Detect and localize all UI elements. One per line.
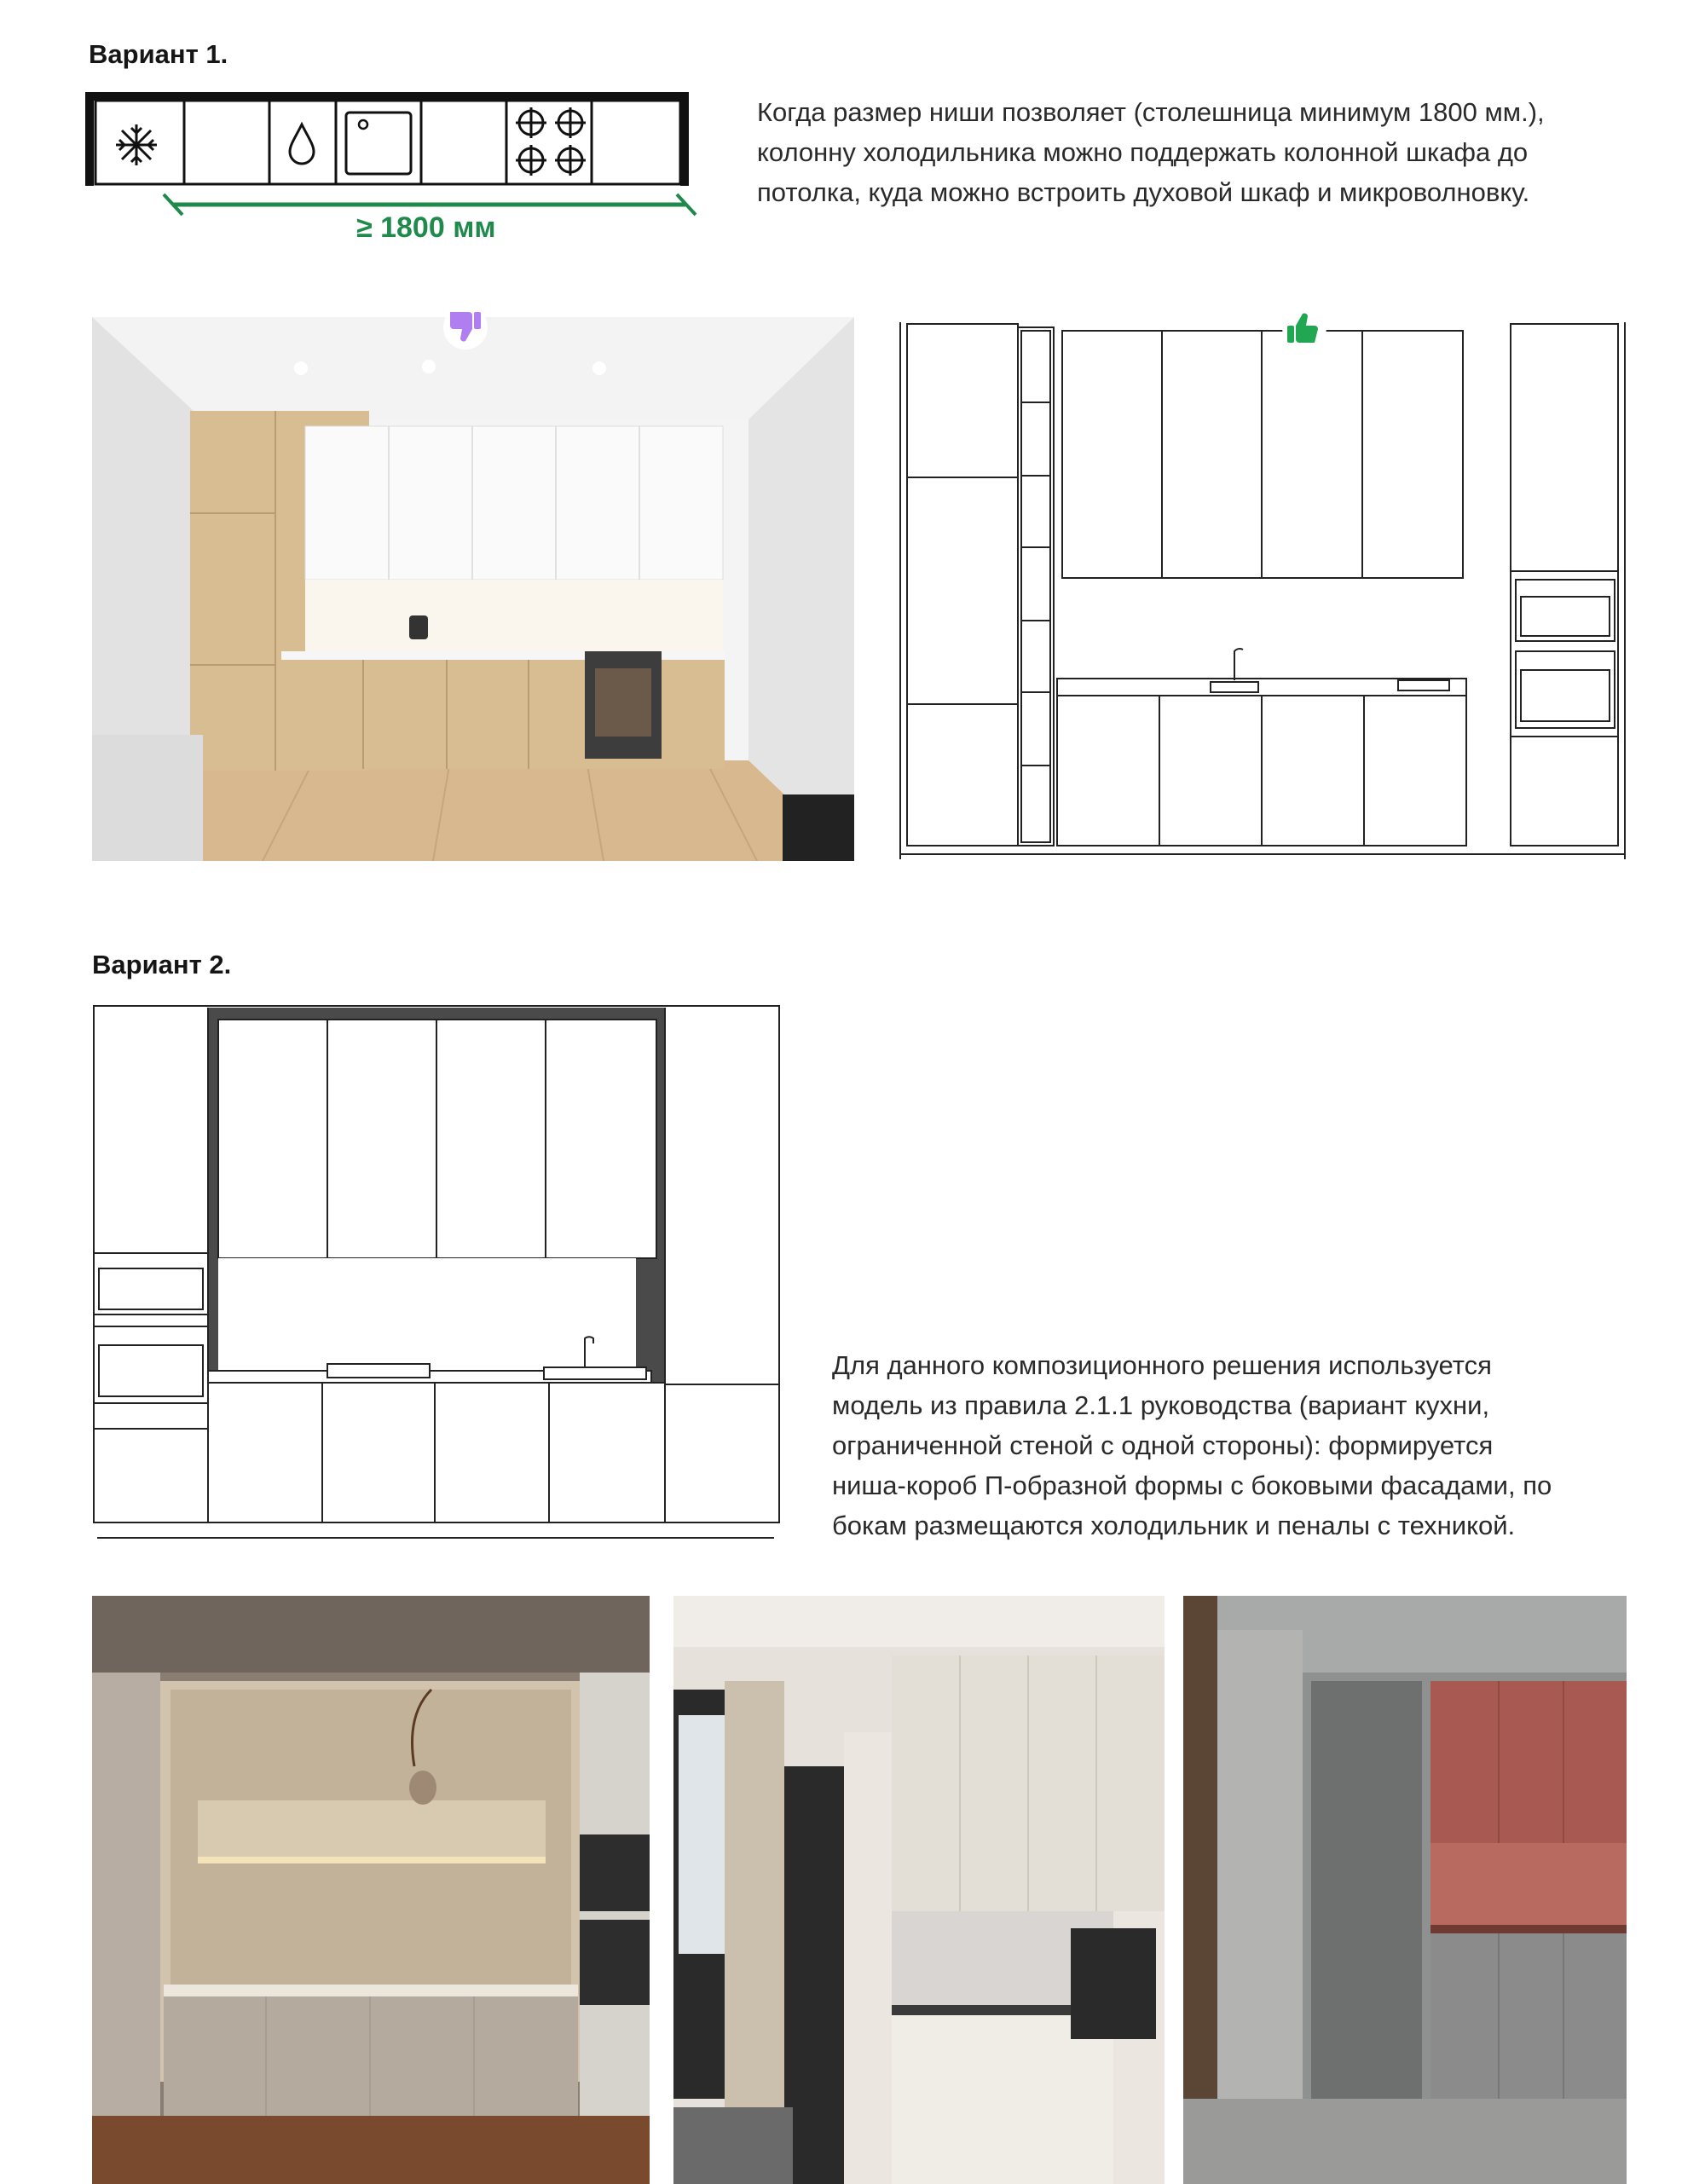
- snowflake-icon: [111, 119, 162, 170]
- kitchen-render-bad: [92, 317, 854, 861]
- hob-icon: [510, 102, 592, 181]
- thumbs-down-icon: [442, 303, 489, 351]
- section1-paragraph: Когда размер ниши позволяет (столешница минимум 1800 мм.), колонну холодильника можно поддержать колонной шкафа до потолка, куда можно встроить духовой шкаф и микроволновку.: [757, 97, 1545, 207]
- dimension-label: ≥ 1800 мм: [356, 211, 496, 244]
- section2-paragraph: Для данного композиционного решения используется модель из правила 2.1.1 руководства (вариант кухни, ограниченной стеной с одной стороны): формируется ниша-короб П-образной формы с боковыми фасадами, по бокам размещаются холодильник и пеналы с техникой.: [832, 1350, 1552, 1540]
- sink-icon: [343, 109, 414, 177]
- kitchen-elevation-niche: [92, 1004, 783, 1543]
- kitchen-photo-travertine-niche: [92, 1596, 650, 2184]
- water-drop-icon: [283, 119, 321, 167]
- kitchen-photo-beige-fridge: [673, 1596, 1165, 2184]
- kitchen-elevation-good: [895, 317, 1630, 863]
- thumbs-up-icon: [1280, 303, 1328, 351]
- section1-heading: Вариант 1.: [89, 39, 228, 69]
- kitchen-photo-terracotta: [1183, 1596, 1627, 2184]
- section2-heading: Вариант 2.: [92, 950, 232, 979]
